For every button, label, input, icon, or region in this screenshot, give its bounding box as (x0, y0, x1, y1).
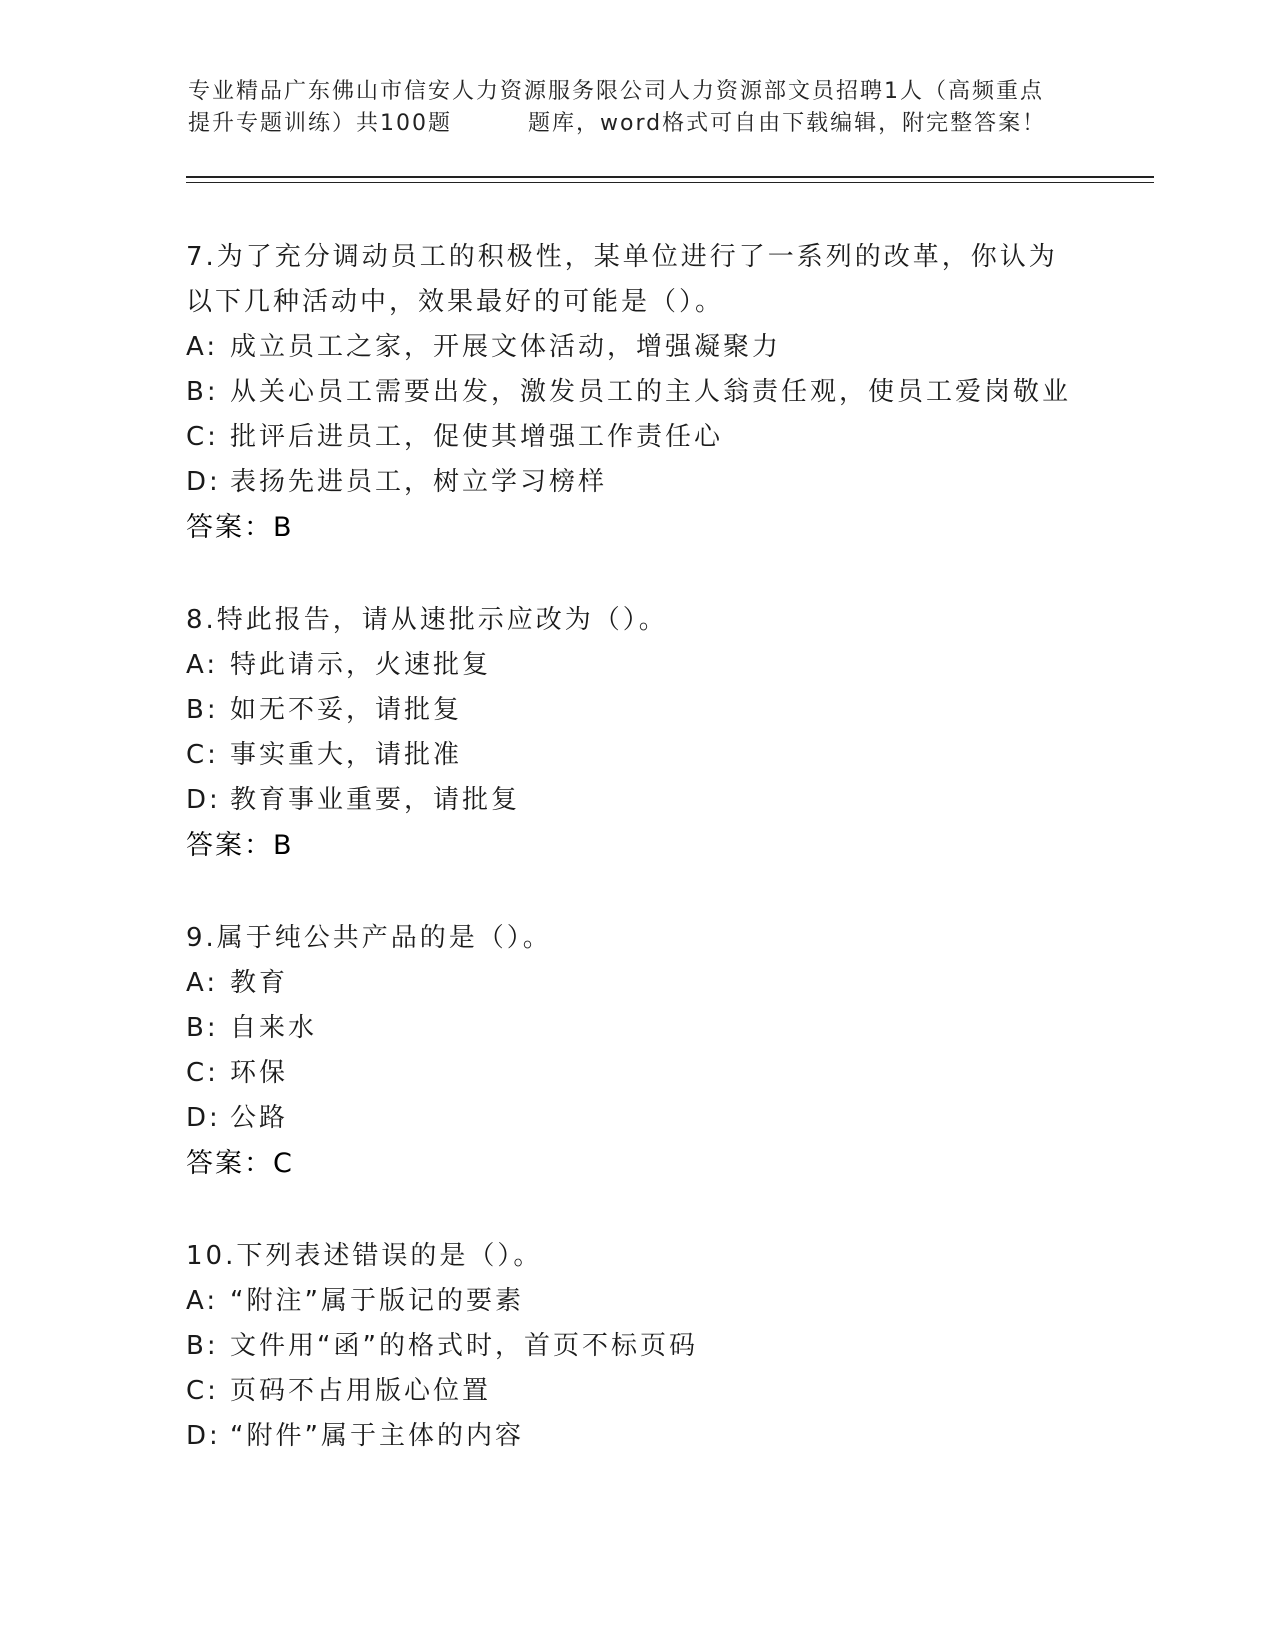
header-line-2-left: 提升专题训练）共100题 (188, 111, 452, 136)
option-text: 文件用“函”的格式时，首页不标页码 (230, 1331, 698, 1361)
option-d (186, 460, 1136, 505)
option-letter: B: (186, 1331, 219, 1361)
option-letter: A: (186, 332, 219, 362)
option-letter: C: (186, 1058, 219, 1088)
option-text: 教育事业重要，请批复 (230, 785, 521, 815)
document-header (188, 76, 1088, 140)
option-a (186, 643, 1136, 688)
option-d (186, 1414, 1136, 1459)
option-letter: B: (186, 377, 219, 407)
option-d (186, 1096, 1136, 1141)
option-letter: B: (186, 695, 219, 725)
question-stem-continued: 以下几种活动中，效果最好的可能是（）。 (186, 287, 725, 317)
option-c (186, 1369, 1136, 1414)
option-c (186, 415, 1136, 460)
option-c (186, 1051, 1136, 1096)
option-letter: B: (186, 1013, 219, 1043)
option-text: 页码不占用版心位置 (230, 1376, 492, 1406)
answer-label: 答案：B (186, 830, 294, 861)
header-line-2-right: 题库，word格式可自由下载编辑，附完整答案！ (528, 111, 1047, 136)
option-text: 自来水 (230, 1013, 318, 1043)
option-text: 教育 (230, 968, 289, 998)
option-letter: C: (186, 422, 219, 452)
header-divider-thick (186, 176, 1154, 178)
option-letter: D: (186, 467, 221, 497)
option-text: 事实重大，请批准 (230, 740, 463, 770)
option-text: “附件”属于主体的内容 (230, 1421, 524, 1451)
question-9 (186, 915, 1136, 1187)
option-b (186, 1324, 1136, 1369)
option-text: 表扬先进员工，树立学习榜样 (230, 467, 608, 497)
option-b (186, 1006, 1136, 1051)
option-a (186, 1279, 1136, 1324)
option-letter: A: (186, 968, 219, 998)
option-letter: D: (186, 785, 221, 815)
question-10 (186, 1233, 1136, 1459)
option-letter: C: (186, 740, 219, 770)
option-letter: A: (186, 1286, 219, 1316)
option-a (186, 325, 1136, 370)
answer-label: 答案：C (186, 1148, 294, 1179)
option-letter: D: (186, 1103, 221, 1133)
option-d (186, 778, 1136, 823)
option-letter: D: (186, 1421, 221, 1451)
option-text: 批评后进员工，促使其增强工作责任心 (230, 422, 724, 452)
header-line-2 (188, 108, 1088, 140)
question-7 (186, 234, 1136, 551)
question-stem: 10.下列表述错误的是（）。 (186, 1241, 543, 1271)
option-b (186, 688, 1136, 733)
option-text: 成立员工之家，开展文体活动，增强凝聚力 (230, 332, 782, 362)
header-divider-thin (186, 182, 1154, 183)
option-text: 公路 (230, 1103, 289, 1133)
option-text: “附注”属于版记的要素 (230, 1286, 524, 1316)
header-line-1: 专业精品广东佛山市信安人力资源服务限公司人力资源部文员招聘1人（高频重点 (188, 79, 1044, 104)
option-text: 如无不妥，请批复 (230, 695, 463, 725)
option-text: 特此请示，火速批复 (230, 650, 492, 680)
question-stem: 8.特此报告，请从速批示应改为（）。 (186, 605, 668, 635)
option-text: 环保 (230, 1058, 289, 1088)
answer-label: 答案：B (186, 512, 294, 543)
question-list (186, 234, 1136, 1505)
option-a (186, 961, 1136, 1006)
option-text: 从关心员工需要出发，激发员工的主人翁责任观，使员工爱岗敬业 (230, 377, 1072, 407)
question-stem: 7.为了充分调动员工的积极性，某单位进行了一系列的改革，你认为 (186, 242, 1058, 272)
question-stem: 9.属于纯公共产品的是（）。 (186, 923, 552, 953)
question-8 (186, 597, 1136, 869)
option-letter: C: (186, 1376, 219, 1406)
option-c (186, 733, 1136, 778)
option-letter: A: (186, 650, 219, 680)
option-b (186, 370, 1136, 415)
